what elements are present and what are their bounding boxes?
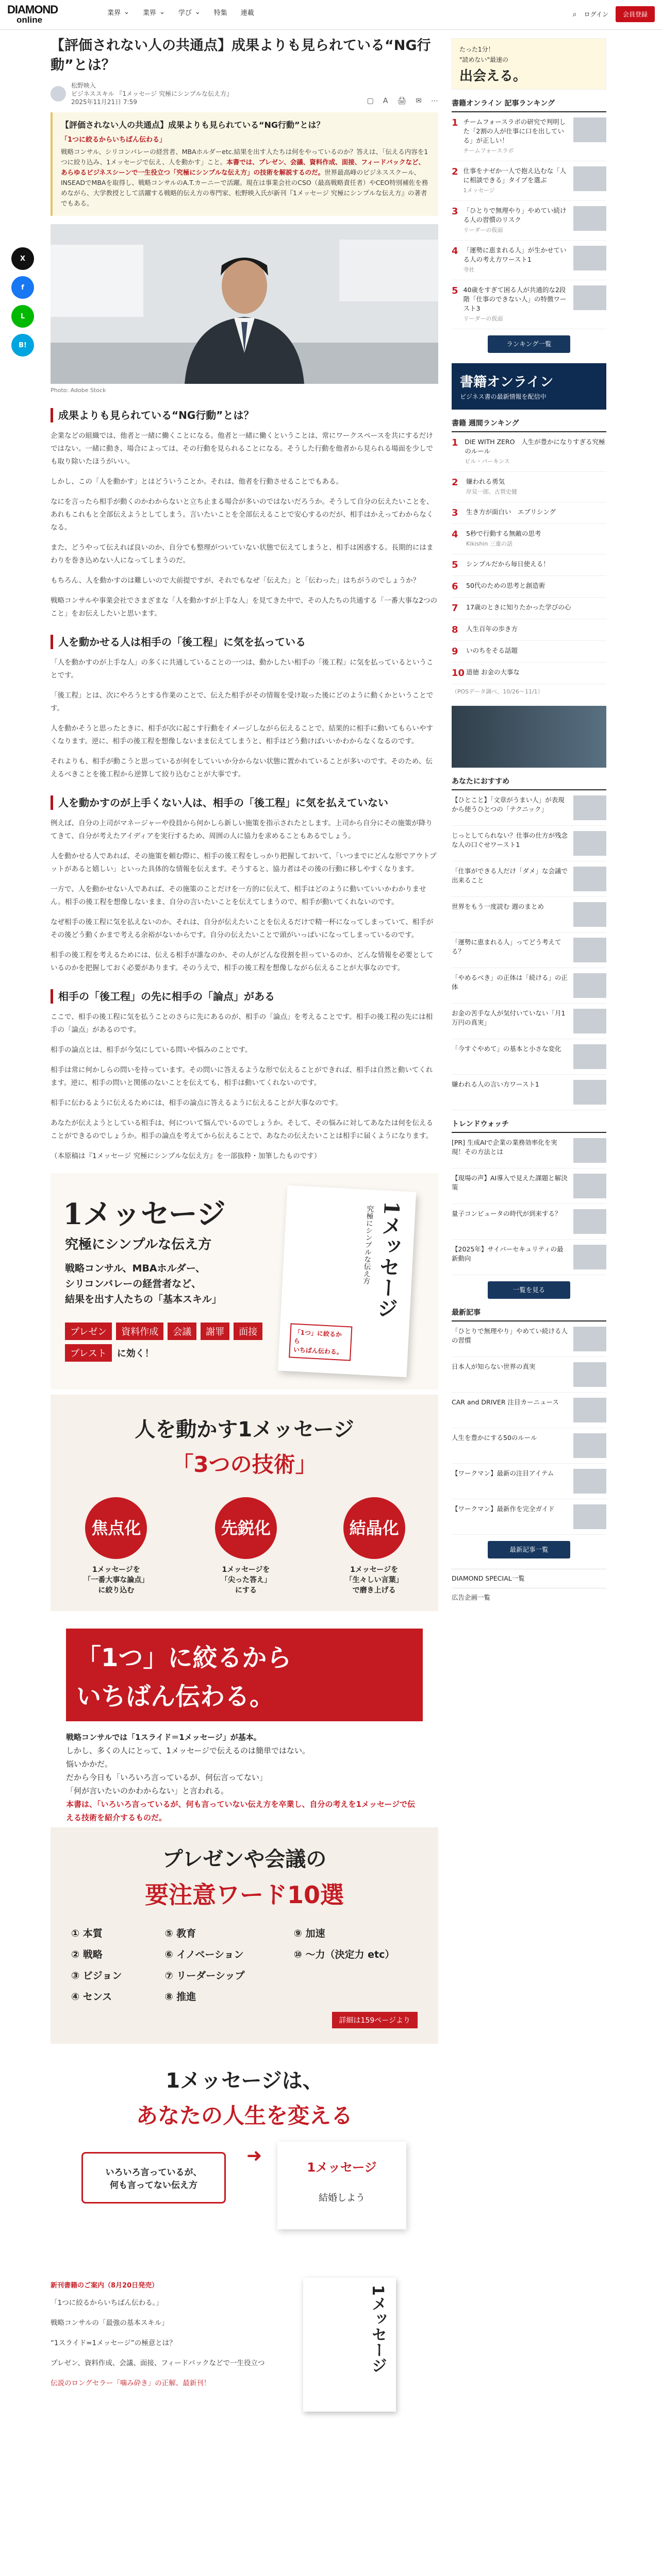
- rank-title: 「運勢に恵まれる人」が生かせている人の考え方ワースト1: [463, 246, 567, 263]
- list-thumbnail: [573, 1174, 606, 1198]
- hatena-share-icon[interactable]: B!: [11, 334, 34, 357]
- list-thumbnail: [573, 1362, 606, 1387]
- rank-source: チームフォースラボ: [463, 147, 514, 154]
- ranking-item[interactable]: [452, 241, 606, 280]
- list-item[interactable]: [452, 1133, 606, 1168]
- ranking-online: 書籍オンライン 記事ランキング 1 チームフォースラボの研究で判明した「2割の人が仕事に口を出している」が正しい！ チームフォースラボ 2 仕事をナゼか一人で抱え込むな「人に相談できる」タイプを選ぶ 1メッセージ 3 「ひとりで無理やり」やめてい続ける人の習慣のリスク リーダーの仮面 4 「運勢に恵まれる人」が生かせている人の考え方ワースト1 寺社 5 40歳をすぎて困る人が共通的な2段階「仕事のできない人」の特徴ワースト3 リーダーの仮面 ランキング一覧: [452, 98, 606, 353]
- new-book-heading: 新刊書籍のご案内（8月20日発売）: [51, 2282, 159, 2290]
- list-thumbnail: [573, 1245, 606, 1269]
- list-thumbnail: [573, 1398, 606, 1422]
- ranking-item[interactable]: [452, 472, 606, 502]
- rank-number: 1: [452, 117, 458, 128]
- paragraph: また、どうやって伝えれば良いのか、自分でも整理がついていない状態で伝えてしまうと、相手は困惑する。長期的にはまわりを巻き込めない人になってしまうのだ。: [51, 544, 434, 565]
- ranking-item[interactable]: [452, 161, 606, 201]
- promo1-title: 1メッセージ: [63, 1197, 226, 1231]
- sidebar-banner[interactable]: [452, 706, 606, 768]
- paragraph: 相手に伝わるように伝えるためには、相手の論点に答えるように伝えることが大事なのです。: [51, 1099, 342, 1107]
- list-thumbnail: [573, 973, 606, 998]
- sidebar: [452, 30, 606, 1602]
- list-thumbnail: [573, 1138, 606, 1163]
- after-ad-line-5: 伝説のロングセラー「噛み砕き」の正解、最新刊！: [51, 2379, 211, 2387]
- rank-source: 1メッセージ: [463, 187, 495, 194]
- rank-title: 仕事をナゼか一人で抱え込むな「人に相談できる」タイプを選ぶ: [463, 167, 567, 184]
- rank-source: リーダーの仮面: [463, 315, 503, 322]
- promo1-tags: プレゼン 資料作成 会議 謝罪 面接 プレスト に効く！: [65, 1323, 266, 1362]
- list-thumbnail: [573, 867, 606, 891]
- list-item-text: 【ひとこと】「文章がうまい人」が表現から使うひとつの「テクニック」: [452, 796, 565, 813]
- chevron-down-icon: ⌄: [124, 8, 129, 16]
- rank-number: 6: [452, 581, 458, 592]
- list-item[interactable]: [452, 1075, 606, 1110]
- list-item[interactable]: [452, 1168, 606, 1204]
- rank-source: 寺社: [463, 266, 475, 273]
- lead-body: 戦略コンサル、シリコンバレーの経営者、MBAホルダーetc.結果を出す人たちは何をやっているのか？答えは、「伝える内容を1つに絞り込み、1メッセージで伝え、人を動かす」こと。本書では、プレゼン、会議、資料作成、面接、フィードバックなど、あらゆるビジネスシーンで一生役立つ「究極にシンプルな伝え方」の技術を解説するのだ。世界最高峰のビジネススクール、INSEADでMBAを取得し、戦略コンサルのA.T.カーニーで活躍。現在は事業会社のCSO（最高戦略責任者）やCEO特別補佐を務めながら、大学教授として活躍する戦略的伝え方の専門家、松野映入氏が新刊『1メッセージ 究極にシンプルな伝え方』の著者でもある。: [61, 148, 428, 207]
- list-item[interactable]: [452, 1321, 606, 1357]
- list-item[interactable]: [452, 933, 606, 968]
- paragraph: 相手の後工程を考えるためには、伝える相手が誰なのか、その人がどんな役割を担っているのか、どんな情報を必要としているのかを把握しておく必要があります。そのうえで、相手の後工程を想像しながら伝えることが大事なのです。: [51, 951, 434, 972]
- rank-thumbnail: [573, 285, 606, 310]
- promo-panel-2: 人を動かす1メッセージ 「3つの技術」 焦点化 1メッセージを 「一番大事な論点」 に絞り込む 先鋭化 1メッセージを 「尖った答え」 にする 結晶化 1メッセージを 「生々しい言葉」 で磨き上げる: [51, 1395, 438, 1611]
- list-item-text: お金の苦手な人が気付いていない「月1万円の真実」: [452, 1009, 566, 1026]
- logo-line1: DIAMOND: [7, 3, 58, 16]
- x-share-icon[interactable]: X: [11, 247, 34, 270]
- print-icon[interactable]: 🖨: [397, 97, 407, 105]
- rank-number: 2: [452, 477, 458, 488]
- mail-icon[interactable]: ✉: [416, 97, 422, 105]
- promo1-sub: 究極にシンプルな伝え方: [65, 1237, 212, 1252]
- ranking-item[interactable]: [452, 554, 606, 576]
- rank-source: Kikishin 三重の話: [466, 540, 512, 547]
- promo3-body: 戦略コンサルでは「1スライド＝1メッセージ」が基本。 しかし、多くの人にとって、1メッセージで伝えるのは簡単ではない。 悩いかかだ。 だから今日も「いろいろ言っているが、何伝言ってない」 「何が言いたいのかわからない」と言われる。 本書は、「いろいろ言っているが、何も言っていない伝え方を卒業し、自分の考えを1メッセージで伝える技術を紹介するものだ。: [66, 1733, 416, 1822]
- article: [51, 30, 438, 2412]
- list-item[interactable]: [452, 1204, 606, 1240]
- after-ad-line-2: 戦略コンサルの「最強の基本スキル」: [51, 2319, 169, 2327]
- ranking-item[interactable]: [452, 280, 606, 329]
- paragraph: なにを言ったら相手が動くのかわからないと立ち止まる場合が多いのではないだろうか。そうして自分の伝えたいことを、あれもこれもと全部伝えようとしてしまう。言いたいことを全部伝えることで安心するのだが、相手はかえってわからなくなる。: [51, 498, 434, 532]
- more-icon[interactable]: ⋯: [431, 97, 438, 105]
- list-item-text: 「運勢に恵まれる人」ってどう考えてる？: [452, 938, 561, 955]
- book-thumb[interactable]: 1メッセージ: [303, 2278, 396, 2412]
- article-body: [51, 408, 438, 1143]
- arrow-right-icon: ➜: [246, 2145, 262, 2166]
- rank-title: いのちをそる話題: [466, 647, 518, 654]
- site-header: [0, 0, 662, 30]
- main-nav: [107, 7, 254, 17]
- rank-number: 3: [452, 507, 458, 518]
- rank-title: 5秒で行動する無敵の思考: [466, 530, 541, 537]
- rank-title: シンプルだから毎日使える！: [466, 560, 550, 568]
- list-item[interactable]: [452, 1039, 606, 1075]
- list-item-text: 「仕事ができる人だけ「ダメ」な会議で出来ること: [452, 867, 568, 884]
- section-heading: 人を動かすのが上手くない人は、相手の「後工程」に気を払えていない: [51, 795, 438, 810]
- facebook-share-icon[interactable]: f: [11, 276, 34, 299]
- chevron-down-icon: ⌄: [194, 8, 201, 16]
- nav-item-2[interactable]: 学び ⌄: [178, 8, 201, 17]
- rank-number: 4: [452, 246, 458, 257]
- list-item-text: [PR] 生成AIで企業の業務効率化を実現！その方法とは: [452, 1139, 557, 1156]
- share-rail: [0, 247, 43, 363]
- trend-more-button[interactable]: 一覧を見る: [488, 1281, 570, 1299]
- list-thumbnail: [573, 1009, 606, 1033]
- rank-title: チームフォースラボの研究で判明した「2割の人が仕事に口を出している」が正しい！: [463, 118, 566, 144]
- photo-credit: Photo: Adobe Stock: [51, 387, 106, 394]
- list-item-text: 世界をもう一度読む 週のまとめ: [452, 903, 544, 910]
- rank-title: DIE WITH ZERO 人生が豊かになりすぎる究極のルール: [465, 438, 605, 455]
- publish-date: 2025年11月21日 7:59: [71, 98, 137, 106]
- list-item-text: 「やめるべき」の正体は「続ける」の正体: [452, 974, 568, 991]
- list-item[interactable]: [452, 1393, 606, 1428]
- promo-panel-1: [51, 1173, 438, 1389]
- list-item-text: 量子コンピュータの時代が到来する？: [452, 1210, 561, 1217]
- trend-watch: トレンドウォッチ [PR] 生成AIで企業の業務効率化を実現！その方法とは 【現場の声】AI導入で見えた課題と解決策 量子コンピュータの時代が到来する？ 【2025年】サイバーセキュリティの最新動向 一覧を見る: [452, 1118, 606, 1299]
- credit-note: （本原稿は『1メッセージ 究極にシンプルな伝え方』を一部抜粋・加筆したものです）: [51, 1152, 321, 1160]
- author-name[interactable]: 松野映入: [71, 82, 96, 89]
- ranking-more-button[interactable]: ランキング一覧: [488, 335, 570, 353]
- chevron-down-icon: ⌄: [159, 8, 165, 16]
- rank-title: 17歳のときに知りたかった学びの心: [466, 603, 571, 611]
- list-item-text: 【ワークマン】最新作を完全ガイド: [452, 1505, 555, 1513]
- rank-title: 「ひとりで無理やり」やめてい続ける人の習慣のリスク: [463, 207, 567, 224]
- rank-number: 7: [452, 603, 458, 614]
- list-thumbnail: [573, 938, 606, 962]
- ad-list-link[interactable]: 広告企画一覧: [452, 1588, 606, 1602]
- new-more-button[interactable]: 最新記事一覧: [488, 1541, 570, 1558]
- rank-source: ビル・パーキンス: [465, 458, 510, 465]
- ranking-books: 書籍 週間ランキング 1 DIE WITH ZERO 人生が豊かになりすぎる究極のルール ビル・パーキンス 2 嫌われる勇気 岸見一郎、古賀史健 3 生き方が面白い エブリシング 4 5秒で行動する無敵の思考 Kikishin 三重の話 5 シンプルだから毎日使える！ 6 50代のための思考と創造術 7 17歳のときに知りたかった学びの心 8 人生百年の歩き方 9 いのちをそる話題 10 道徳 お金の大事な （POSデータ調べ、10/26〜11/1）: [452, 418, 606, 696]
- rank-source: リーダーの仮面: [463, 227, 503, 233]
- ranking-item[interactable]: [452, 576, 606, 598]
- paragraph: 「人を動かすのが上手な人」の多くに共通していることの一つは、動かしたい相手の「後工程」に気を払っているということです。: [51, 658, 434, 680]
- rank-number: 5: [452, 285, 458, 296]
- bookmark-icon[interactable]: ▢: [367, 97, 374, 105]
- list-item[interactable]: [452, 1464, 606, 1499]
- list-thumbnail: [573, 1327, 606, 1351]
- promo5-card: 1メッセージ 結婚しよう: [277, 2142, 406, 2229]
- rank-title: 道徳 お金の大事な: [466, 668, 520, 676]
- list-thumbnail: [573, 795, 606, 820]
- rank-title: 50代のための思考と創造術: [466, 582, 545, 589]
- list-item-text: 「今すぐやめて」の基本と小さな変化: [452, 1045, 561, 1053]
- list-item[interactable]: [452, 1499, 606, 1535]
- list-item-text: 人生を豊かにする50のルール: [452, 1434, 537, 1442]
- paragraph: 一方で、人を動かせない人であれば、その施策のことだけを一方的に伝えて、相手はどのように動いていいかわかりません。相手の後工程を想像しないまま、自分の言いたいことを伝えてしまうので、相手が動いてくれないのです。: [51, 885, 426, 906]
- list-item-text: 嫌われる人の言い方ワースト1: [452, 1080, 539, 1088]
- rank-number: 8: [452, 624, 458, 635]
- list-item-text: 【現場の声】AI導入で見えた課題と解決策: [452, 1174, 568, 1191]
- article-photo: [51, 224, 438, 384]
- promo2-circles: 焦点化 1メッセージを 「一番大事な論点」 に絞り込む 先鋭化 1メッセージを 「尖った答え」 にする 結晶化 1メッセージを 「生々しい言葉」 で磨き上げる: [51, 1497, 438, 1595]
- article-title: 【評価されない人の共通点】成果よりも見られている“NG行動”とは？: [51, 38, 431, 73]
- promo3-banner: 「1つ」に絞るから いちばん伝わる。: [66, 1629, 423, 1721]
- rank-source: 岸見一郎、古賀史健: [466, 488, 517, 495]
- ranking-item[interactable]: [452, 641, 606, 663]
- list-thumbnail: [573, 1504, 606, 1529]
- list-item[interactable]: [452, 1428, 606, 1464]
- promo1-body: 戦略コンサル、MBAホルダー、 シリコンバレーの経営者など、 結果を出す人たちの「基本スキル」: [65, 1263, 222, 1305]
- ranking-item[interactable]: [452, 201, 606, 241]
- section-heading: 成果よりも見られている“NG行動”とは？: [51, 408, 438, 422]
- list-item-text: じっとしてられない？仕事の仕方が残念な人の口ぐせワースト1: [452, 832, 568, 849]
- lead-box: [51, 112, 438, 216]
- list-thumbnail: [573, 902, 606, 927]
- paragraph: もちろん、人を動かすのは難しいので大前提ですが、それでもなぜ「伝えた」と「伝わった」はちがうのでしょうか？: [51, 577, 420, 585]
- list-item[interactable]: [452, 1357, 606, 1393]
- nav-item-3[interactable]: 特集: [213, 9, 227, 17]
- list-thumbnail: [573, 1080, 606, 1105]
- paragraph: 人を動かそうと思ったときに、相手が次に起こす行動をイメージしながら伝えることで、結果的に相手に動いてもらいやすくなります。逆に、相手の後工程を想像しないまま伝えてしまうと、相手はどう動けばいいかわからなくなるのです。: [51, 724, 433, 745]
- login-link[interactable]: ログイン: [584, 11, 608, 18]
- promo-panel-4: プレゼンや会議の 要注意ワード10選 ① 本質 ⑤ 教育 ⑨ 加速 ② 戦略 ⑥ イノベーション ⑩ 〜力（決定力 etc） ③ ビジョン ⑦ リーダーシップ ④ センス ⑧ 推進 詳細は159ページより: [51, 1827, 438, 2044]
- rank-thumbnail: [573, 117, 606, 142]
- promo4-note: 詳細は159ページより: [332, 2012, 418, 2028]
- book-cover: 1メッセージ 究極にシンプルな伝え方 「1つ」に絞るから いちばん伝わる。: [278, 1185, 416, 1378]
- header-right: [573, 6, 655, 22]
- special-link[interactable]: DIAMOND SPECIAL一覧: [452, 1569, 606, 1583]
- list-item[interactable]: [452, 790, 606, 826]
- businessman-illustration: [51, 224, 438, 384]
- after-ad-line-1: 「1つに絞るからいちばん伝わる。」: [51, 2299, 163, 2307]
- logo-line2: online: [16, 15, 43, 25]
- paragraph: 人を動かせる人であれば、その施策を頼む際に、相手の後工程をしっかり把握しておいて、「いつまでにどんな形でアウトプットがあると嬉しい」といった具体的な情報を伝えます。そうすると、協力者はその後の行動に移しやすくなります。: [51, 852, 437, 873]
- list-thumbnail: [573, 1469, 606, 1494]
- list-item[interactable]: [452, 897, 606, 933]
- paragraph: あなたが伝えようとしている相手は、何について悩んでいるのでしょうか。そして、その悩みに対してあなたは何を伝えることができるのでしょうか。相手の論点を考えてから伝えることで、あなたの伝えたいことは相手に届くようになります。: [51, 1119, 433, 1140]
- site-logo[interactable]: [7, 4, 69, 26]
- member-button[interactable]: 会員登録: [616, 6, 655, 22]
- rank-number: 1: [452, 437, 458, 448]
- ranking-item[interactable]: [452, 524, 606, 554]
- paragraph: なぜ相手の後工程に気を払えないのか。それは、自分が伝えたいことを伝えるだけで精一杯になってしまっていて、相手がその後どう動くかまで考える余裕がないからです。自分の伝えたいことで頭がいっぱいになってしまっているのです。: [51, 918, 434, 939]
- paragraph: しかし、この「人を動かす」とはどういうことか。それは、他者を行動させることでもある。: [51, 478, 343, 486]
- rank-thumbnail: [573, 246, 606, 270]
- nav-item-1[interactable]: 業界 ⌄: [142, 8, 165, 17]
- promo5-bubble: いろいろ言っているが、 何も言ってない伝え方: [81, 2152, 226, 2204]
- list-item-text: CAR and DRIVER 注目カーニュース: [452, 1398, 559, 1406]
- font-size-icon[interactable]: A: [383, 97, 388, 105]
- paragraph: ここで、相手の後工程に気を払うことのさらに先にあるのが、相手の「論点」を考えることです。相手の後工程の先には相手の「論点」があるのです。: [51, 1013, 433, 1034]
- list-thumbnail: [573, 831, 606, 856]
- ranking-item[interactable]: [452, 619, 606, 641]
- promo-panel-5: 1メッセージは、 あなたの人生を変える いろいろ言っているが、 何も言ってない伝え方 ➜ 1メッセージ 結婚しよう: [51, 2049, 438, 2265]
- author-avatar: [51, 86, 66, 101]
- paragraph: それよりも、相手が動こうと思っているが何をしていいか分からない状態に置かれていることが多いのです。そのため、伝えるべきことを後工程から逆算して絞り込むことが大事です。: [51, 757, 433, 778]
- ranking-item[interactable]: [452, 112, 606, 161]
- nav-item-0[interactable]: 業界 ⌄: [107, 8, 129, 17]
- paragraph: 「後工程」とは、次にやろうとする作業のことで、伝えた相手がその情報を受け取った後にどのように動くかということです。: [51, 691, 434, 713]
- ranking-item[interactable]: [452, 663, 606, 684]
- promo-panel-3: [51, 1616, 438, 1822]
- list-thumbnail: [573, 1433, 606, 1458]
- ranking-item[interactable]: [452, 502, 606, 524]
- rank-number: 5: [452, 560, 458, 570]
- rank-number: 10: [452, 668, 465, 679]
- list-item-text: 「ひとりで無理やり」やめてい続ける人の習慣: [452, 1327, 568, 1344]
- rank-number: 4: [452, 529, 458, 540]
- sidebar-ad-book[interactable]: 書籍オンライン ビジネス書の最新情報を配信中: [452, 363, 606, 410]
- sidebar-ad-top[interactable]: たった1分！ "読めない"最速の 出会える。: [452, 38, 606, 90]
- new-articles: 最新記事 「ひとりで無理やり」やめてい続ける人の習慣 日本人が知らない世界の真実 CAR and DRIVER 注目カーニュース 人生を豊かにする50のルール 【ワークマン】最新の注目アイテム 【ワークマン】最新作を完全ガイド 最新記事一覧: [452, 1307, 606, 1558]
- list-item[interactable]: [452, 861, 606, 897]
- list-thumbnail: [573, 1044, 606, 1069]
- paragraph: 企業などの組織では、他者と一緒に働くことになる。他者と一緒に働くということは、常にワークスペースを共にするだけではない。一緒に動き、場合によっては、その行動を見られることになる。そうした行動を他者から見られる場面を少しでも取り除いたほうがいい。: [51, 432, 433, 466]
- list-item[interactable]: [452, 826, 606, 861]
- after-ad-line-4: プレゼン、資料作成、会議、面接、フィードバックなどで一生役立つ: [51, 2359, 265, 2367]
- paragraph: 戦略コンサルや事業会社でさまざまな「人を動かすが上手な人」を見てきた中で、その人たちの共通する「一番大事な2つのこと」をお伝えしたいと思います。: [51, 597, 438, 618]
- paragraph: 相手は常に何かしらの問いを持っています。その問いに答えるような形で伝えることができれば、相手は自然と動いてくれます。逆に、相手の問いと関係のないことを伝えても、相手は動いてくれないのです。: [51, 1066, 433, 1087]
- rank-title: 40歳をすぎて困る人が共通的な2段階「仕事のできない人」の特徴ワースト3: [463, 286, 567, 312]
- list-thumbnail: [573, 1209, 606, 1234]
- search-icon[interactable]: ⌕: [572, 10, 577, 19]
- ranking-item[interactable]: [452, 432, 606, 472]
- rank-title: 人生百年の歩き方: [466, 625, 518, 633]
- rank-number: 2: [452, 166, 458, 177]
- paragraph: 例えば、自分の上司がマネージャーや役員から何かしら新しい施策を指示されたとします。上司から自分にその施策が降りてきて、自分が考えたアイディアを実行するため、周囲の人に協力を求めることもあるでしょう。: [51, 819, 433, 840]
- ranking-item[interactable]: [452, 598, 606, 619]
- section-heading: 人を動かせる人は相手の「後工程」に気を払っている: [51, 635, 438, 649]
- rank-title: 生き方が面白い エブリシング: [466, 508, 556, 516]
- after-promo: [51, 2278, 438, 2412]
- list-item[interactable]: [452, 1004, 606, 1039]
- list-item-text: 【ワークマン】最新の注目アイテム: [452, 1469, 554, 1477]
- line-share-icon[interactable]: L: [11, 305, 34, 328]
- list-item[interactable]: [452, 1240, 606, 1275]
- paragraph: 相手の論点とは、相手が今気にしている問いや悩みのことです。: [51, 1046, 252, 1054]
- rank-thumbnail: [573, 166, 606, 191]
- after-ad-line-3: “1スライド=1メッセージ”の極意とは？: [51, 2339, 176, 2347]
- promo4-words: ① 本質 ⑤ 教育 ⑨ 加速 ② 戦略 ⑥ イノベーション ⑩ 〜力（決定力 etc） ③ ビジョン ⑦ リーダーシップ ④ センス ⑧ 推進: [71, 1928, 395, 2003]
- lead-subtitle: 「1つに絞るからいちばん伝わる」: [61, 136, 167, 144]
- list-item[interactable]: [452, 968, 606, 1004]
- recommend: あなたにおすすめ 【ひとこと】「文章がうまい人」が表現から使うひとつの「テクニック」 じっとしてられない？仕事の仕方が残念な人の口ぐせワースト1 「仕事ができる人だけ「ダメ」な会議で出来ること 世界をもう一度読む 週のまとめ 「運勢に恵まれる人」ってどう考えてる？ 「やめるべき」の正体は「続ける」の正体 お金の苦手な人が気付いていない「月1万円の真実」 「今すぐやめて」の基本と小さな変化 嫌われる人の言い方ワースト1: [452, 776, 606, 1110]
- list-item-text: 【2025年】サイバーセキュリティの最新動向: [452, 1245, 564, 1262]
- lead-title: 【評価されない人の共通点】成果よりも見られている“NG行動”とは？: [61, 120, 325, 130]
- rank-number: 3: [452, 206, 458, 217]
- nav-item-4[interactable]: 連載: [240, 9, 254, 17]
- section-heading: 相手の「後工程」の先に相手の「論点」がある: [51, 989, 438, 1004]
- rank-title: 嫌われる勇気: [466, 478, 505, 485]
- series-name[interactable]: ビジネススキル 『1メッセージ 究極にシンプルな伝え方』: [71, 90, 233, 97]
- rank-thumbnail: [573, 206, 606, 231]
- rank-number: 9: [452, 646, 458, 657]
- book-promo: [51, 1173, 438, 2265]
- list-item-text: 日本人が知らない世界の真実: [452, 1363, 536, 1370]
